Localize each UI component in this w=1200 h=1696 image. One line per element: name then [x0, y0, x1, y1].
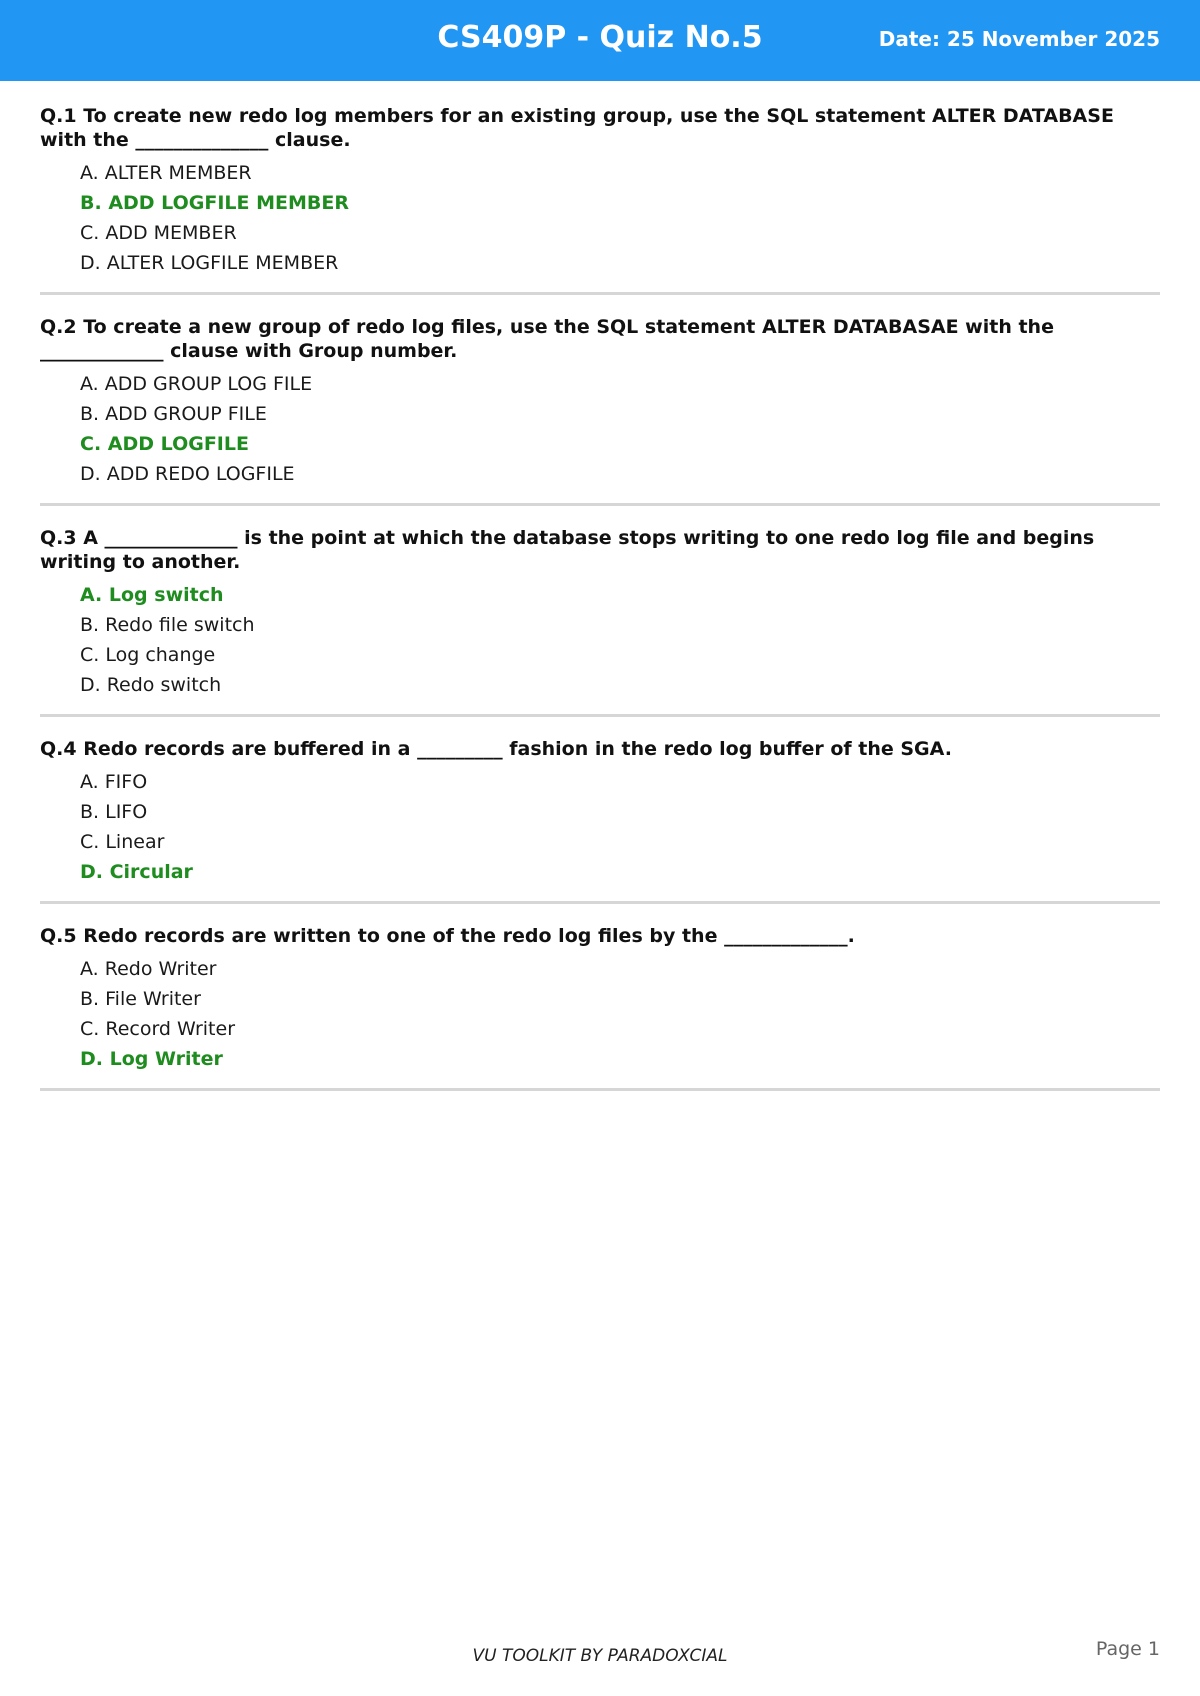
option-d: D. Redo switch — [80, 674, 222, 696]
option-d-correct: D. Log Writer — [80, 1048, 223, 1070]
option-b-correct: B. ADD LOGFILE MEMBER — [80, 192, 349, 214]
option-c: C. Linear — [80, 831, 165, 853]
option-b: B. ADD GROUP FILE — [80, 403, 267, 425]
header-bar — [0, 0, 1200, 81]
option-a: A. Redo Writer — [80, 958, 217, 980]
question-text: Q.1 To create new redo log members for an existing group, use the SQL statement ALTER DATABASE with the ______________ clause. — [40, 105, 1114, 151]
option-d: D. ALTER LOGFILE MEMBER — [80, 252, 339, 274]
option-c: C. Log change — [80, 644, 216, 666]
option-b: B. LIFO — [80, 801, 148, 823]
option-list — [40, 369, 1160, 489]
question-3 — [40, 526, 1160, 717]
option-d-correct: D. Circular — [80, 861, 193, 883]
option-a-correct: A. Log switch — [80, 584, 224, 606]
question-text: Q.2 To create a new group of redo log files, use the SQL statement ALTER DATABASAE with the _____________ clause with Group number. — [40, 316, 1054, 362]
question-2 — [40, 315, 1160, 506]
option-c-correct: C. ADD LOGFILE — [80, 433, 249, 455]
question-1 — [40, 104, 1160, 295]
option-list — [40, 580, 1160, 700]
page-title: CS409P - Quiz No.5 — [437, 20, 763, 55]
option-a: A. FIFO — [80, 771, 148, 793]
footer-credit: VU TOOLKIT BY PARADOXCIAL — [472, 1646, 728, 1666]
option-a: A. ADD GROUP LOG FILE — [80, 373, 313, 395]
option-d: D. ADD REDO LOGFILE — [80, 463, 295, 485]
option-list — [40, 158, 1160, 278]
option-list — [40, 767, 1160, 887]
question-5 — [40, 924, 1160, 1091]
quiz-date: Date: 25 November 2025 — [878, 27, 1160, 51]
option-c: C. ADD MEMBER — [80, 222, 237, 244]
option-b: B. Redo file switch — [80, 614, 255, 636]
question-text: Q.3 A ______________ is the point at which the database stops writing to one redo log file and begins writing to another. — [40, 527, 1095, 573]
question-text: Q.4 Redo records are buffered in a _________ fashion in the redo log buffer of the SGA. — [40, 738, 952, 760]
option-list — [40, 954, 1160, 1074]
quiz-content — [40, 104, 1160, 1111]
question-text: Q.5 Redo records are written to one of the redo log files by the _____________. — [40, 925, 855, 947]
option-a: A. ALTER MEMBER — [80, 162, 252, 184]
option-b: B. File Writer — [80, 988, 201, 1010]
option-c: C. Record Writer — [80, 1018, 236, 1040]
page-number: Page 1 — [1095, 1638, 1160, 1660]
question-4 — [40, 737, 1160, 904]
